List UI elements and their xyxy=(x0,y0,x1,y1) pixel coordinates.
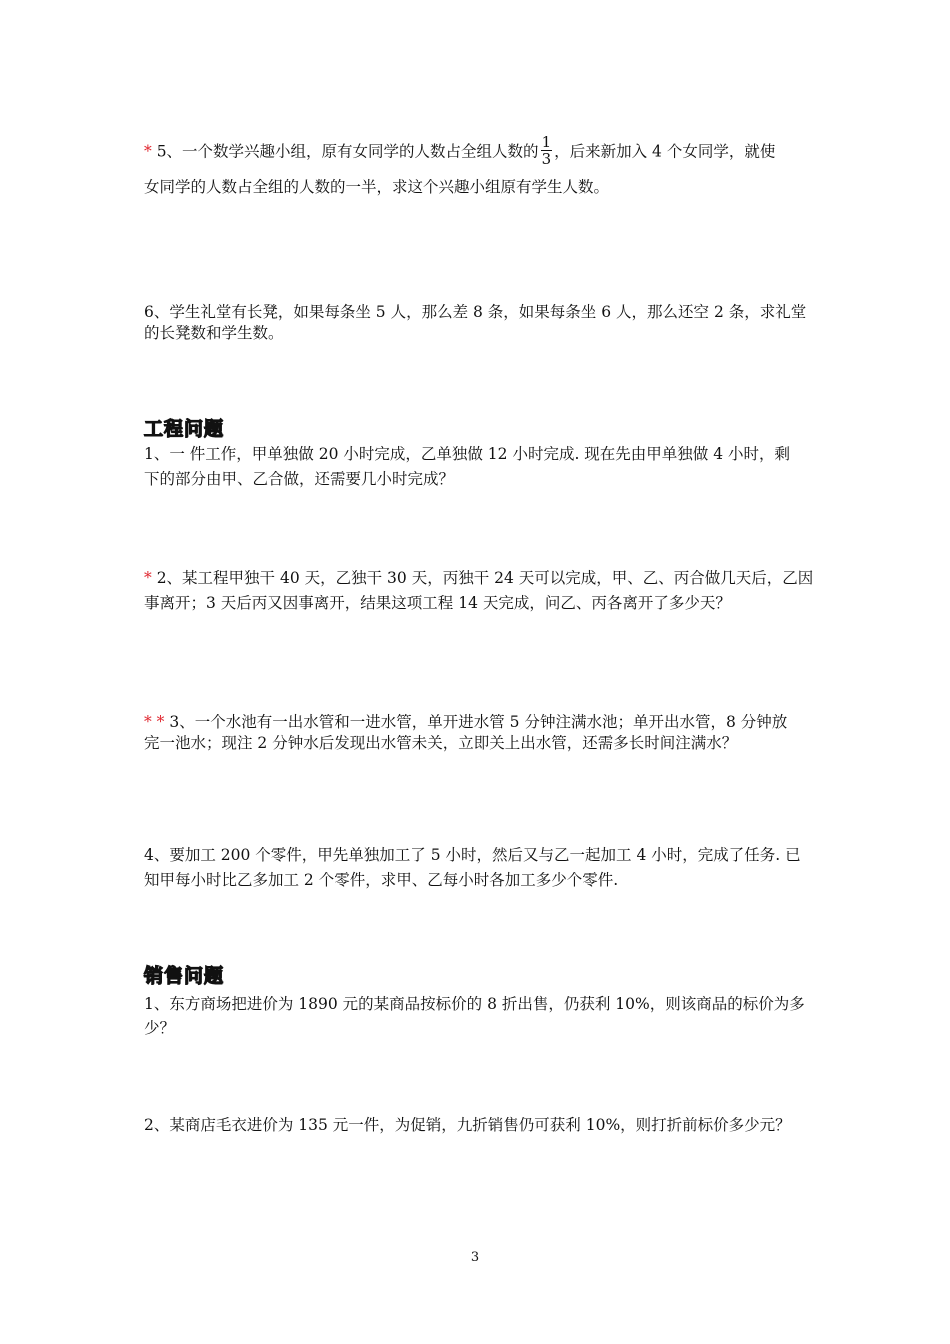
fraction-numerator: 1 xyxy=(541,133,552,151)
fraction-one-third xyxy=(541,134,553,167)
eng-p2-line2: 事离开；3 天后丙又因事离开，结果这项工程 14 天完成，问乙、丙各离开了多少天？ xyxy=(144,594,731,612)
q6-line2: 的长凳数和学生数。 xyxy=(144,324,284,342)
star-mark: * * xyxy=(144,713,165,731)
eng-p3-line1 xyxy=(144,712,787,732)
section-title-engineering: 工程问题 xyxy=(144,418,225,440)
q5-text-a: 5、一个数学兴趣小组，原有女同学的人数占全组人数的 xyxy=(156,142,539,161)
eng-p4-line2: 知甲每小时比乙多加工 2 个零件，求甲、乙每小时各加工多少个零件. xyxy=(144,871,619,889)
sales-p1-line1: 1、东方商场把进价为 1890 元的某商品按标价的 8 折出售，仍获利 10%，则该商品的标价为多 xyxy=(144,995,805,1013)
sales-p1-line2: 少？ xyxy=(144,1019,176,1037)
q5-line1 xyxy=(144,133,776,169)
q5-line2: 女同学的人数占全组的人数的一半，求这个兴趣小组原有学生人数。 xyxy=(144,178,610,196)
eng-p3-line2: 完一池水；现注 2 分钟水后发现出水管未关，立即关上出水管，还需多长时间注满水？ xyxy=(144,734,738,752)
eng-p1-line1: 1、一 件工作，甲单独做 20 小时完成，乙单独做 12 小时完成. 现在先由甲单独做 4 小时，剩 xyxy=(144,445,791,463)
q6-line1: 6、学生礼堂有长凳，如果每条坐 5 人，那么差 8 条，如果每条坐 6 人，那么还空 2 条，求礼堂 xyxy=(144,303,807,321)
q5-text-b: ，后来新加入 4 个女同学，就使 xyxy=(554,142,776,161)
section-title-sales: 销售问题 xyxy=(144,965,225,987)
eng-p1-line2: 下的部分由甲、乙合做，还需要几小时完成？ xyxy=(144,470,455,488)
eng-p2-line1 xyxy=(144,568,813,588)
eng-p2-text: 2、某工程甲独干 40 天，乙独干 30 天，丙独干 24 天可以完成，甲、乙、丙合做几天后，乙因 xyxy=(156,569,814,587)
sales-p2-line1: 2、某商店毛衣进价为 135 元一件，为促销，九折销售仍可获利 10%，则打折前标价多少元？ xyxy=(144,1116,791,1134)
eng-p4-line1: 4、要加工 200 个零件，甲先单独加工了 5 小时，然后又与乙一起加工 4 小时，完成了任务. 已 xyxy=(144,846,801,864)
star-mark: * xyxy=(144,142,152,161)
eng-p3-text: 3、一个水池有一出水管和一进水管，单开进水管 5 分钟注满水池；单开出水管，8 分钟放 xyxy=(169,713,788,731)
fraction-denominator: 3 xyxy=(541,150,552,168)
page-number: 3 xyxy=(470,1250,480,1265)
star-mark: * xyxy=(144,569,152,587)
